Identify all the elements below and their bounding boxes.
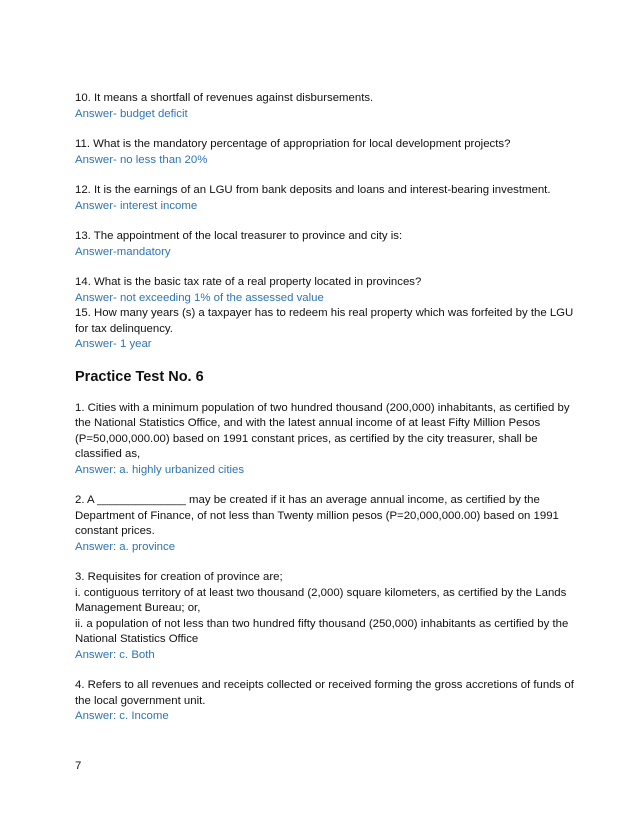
question-text: 13. The appointment of the local treasurer to province and city is: [75, 230, 403, 242]
question-12 [75, 183, 575, 214]
question-14 [75, 275, 575, 306]
answer-text: Answer- 1 year [75, 338, 152, 350]
requisite-i: i. contiguous territory of at least two thousand (2,000) square kilometers, as certified by the Lands Management Bureau; or, [75, 586, 567, 614]
question-2 [75, 493, 575, 555]
question-text: 12. It is the earnings of an LGU from bank deposits and loans and interest-bearing investment. [75, 184, 551, 196]
section-heading: Practice Test No. 6 [75, 368, 204, 385]
answer-text: Answer- not exceeding 1% of the assessed value [75, 291, 324, 304]
answer-text: Answer: c. Both [75, 648, 155, 661]
answer-text: Answer: c. Income [75, 710, 169, 722]
question-text: 15. How many years (s) a taxpayer has to redeem his real property which was forfeited by the LGU for tax delinquency. [75, 307, 574, 335]
question-text: 3. Requisites for creation of province are; [75, 571, 283, 583]
question-4 [75, 678, 575, 725]
answer-text: Answer- budget deficit [75, 107, 188, 120]
question-10 [75, 91, 575, 122]
question-text: 14. What is the basic tax rate of a real property located in provinces? [75, 276, 422, 288]
question-11 [75, 137, 575, 168]
question-13 [75, 229, 575, 260]
question-text: 4. Refers to all revenues and receipts collected or received forming the gross accretions of funds of the local government unit. [75, 679, 574, 707]
requisite-ii: ii. a population of not less than two hundred fifty thousand (250,000) inhabitants as certified by the National Statistics Office [75, 617, 569, 645]
answer-text: Answer: a. highly urbanized cities [75, 463, 245, 476]
question-3 [75, 570, 575, 663]
question-text: 1. Cities with a minimum population of two hundred thousand (200,000) inhabitants, as certified by the National Statistics Office, and with the latest annual income of at least Fifty Million Pesos (P=50,000,000.00) based on 1991 constant prices, as certified by the city treasurer, shall be classified as, [75, 401, 570, 460]
question-1 [75, 401, 575, 479]
answer-text: Answer- interest income [75, 199, 198, 212]
question-text: 2. A ______________ may be created if it has an average annual income, as certified by the Department of Finance, of not less than Twenty million pesos (P=20,000,000.00) based on 1991 constant prices. [75, 494, 559, 537]
question-text: 10. It means a shortfall of revenues against disbursements. [75, 92, 374, 104]
answer-text: Answer: a. province [75, 540, 176, 553]
document-page [75, 91, 575, 740]
question-text: 11. What is the mandatory percentage of appropriation for local development projects? [75, 138, 511, 150]
answer-text: Answer- no less than 20% [75, 153, 208, 166]
page-number: 7 [75, 760, 82, 772]
answer-text: Answer-mandatory [75, 245, 171, 258]
question-15 [75, 306, 575, 353]
